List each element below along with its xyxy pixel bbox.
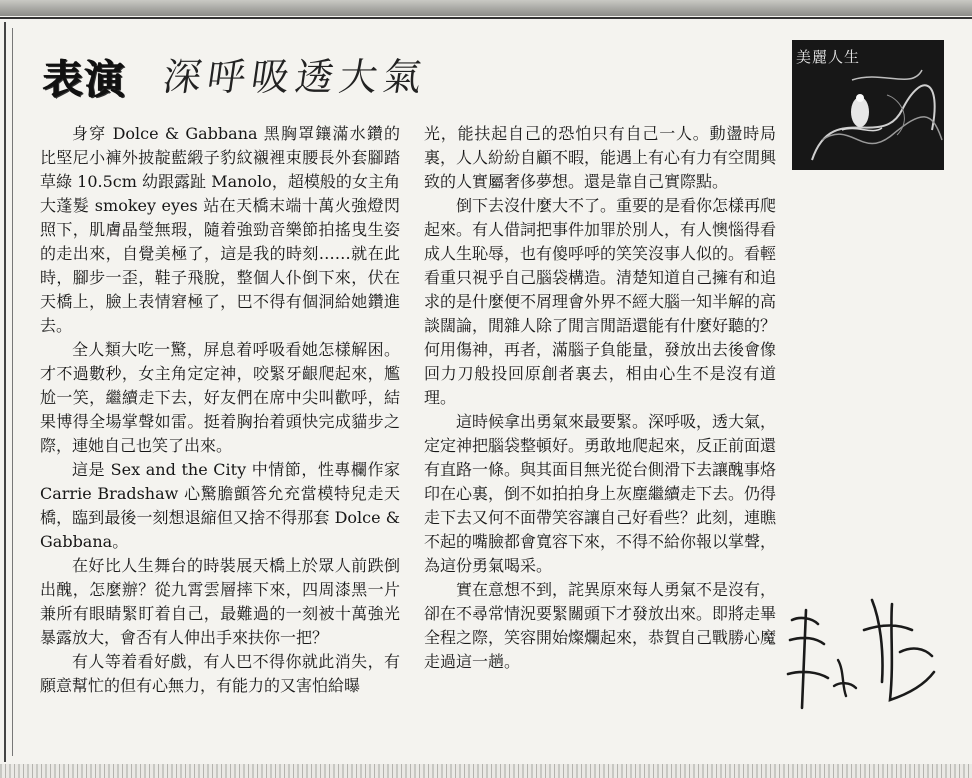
paragraph: 這時候拿出勇氣來最要緊。深呼吸，透大氣，定定神把腦袋整頓好。勇敢地爬起來，反正前面還有直路一條。與其面目無光從台側滑下去讓醜事烙印在心裏，倒不如拍拍身上灰塵繼續走下去。仍得走下去又何不面帶笑容讓自己好看些？此刻，連瞧不起的嘴臉都會寬容下來，不得不給你報以掌聲，為這份勇氣喝采。 bbox=[424, 412, 777, 575]
top-rule bbox=[0, 0, 972, 16]
paragraph: 實在意想不到，詫異原來每人勇氣不是沒有，卻在不尋常情況要緊關頭下才發放出來。即將走畢全程之際，笑容開始燦爛起來，恭賀自己戰勝心魔走過這一趟。 bbox=[424, 580, 777, 671]
article-column-left bbox=[40, 122, 400, 698]
scan-edge bbox=[0, 764, 972, 778]
paragraph: 光，能扶起自己的恐怕只有自己一人。動盪時局裏，人人紛紛自顧不暇，能遇上有心有力有空閒興致的人實屬奢侈夢想。還是靠自己實際點。 bbox=[424, 124, 777, 191]
paragraph: 這是 Sex and the City 中情節，性專欄作家 Carrie Bradshaw 心驚膽顫答允充當模特兒走天橋，臨到最後一刻想退縮但又捨不得那套 Dolce & Gabbana。 bbox=[40, 460, 400, 551]
paragraph: 身穿 Dolce & Gabbana 黑胸罩鑲滿水鑽的比堅尼小褲外披靛藍緞子豹紋襯裡束腰長外套腳踏草綠 10.5cm 幼跟露趾 Manolo，超模般的女主角大蓬髮 smokey eyes 站在天橋末端十萬火強燈閃照下，肌膚晶瑩無瑕，隨着強勁音樂節拍搖曳生姿的走出來，自覺美極了，這是我的時刻……就在此時，腳步一歪，鞋子飛脫，整個人仆倒下來，伏在天橋上，臉上表情窘極了，巴不得有個洞給她鑽進去。 bbox=[40, 124, 400, 335]
article-header bbox=[34, 36, 434, 106]
headline: 深呼吸透大氣 bbox=[160, 55, 431, 99]
signature-mark-icon bbox=[772, 590, 952, 720]
left-border bbox=[0, 22, 20, 762]
paragraph: 全人類大吃一驚，屏息着呼吸看她怎樣解困。才不過數秒，女主角定定神，咬緊牙齦爬起來，尷尬一笑，繼續走下去，好友們在席中尖叫歡呼，結果博得全場掌聲如雷。挺着胸抬着頭快完成貓步之際，連她自己也笑了出來。 bbox=[40, 340, 400, 455]
series-badge bbox=[792, 40, 944, 170]
series-label: 美麗人生 bbox=[796, 48, 861, 66]
column-label: 表演 bbox=[42, 57, 126, 103]
paragraph: 有人等着看好戲，有人巴不得你就此消失，有願意幫忙的但有心無力，有能力的又害怕給曝 bbox=[40, 652, 400, 695]
article-column-right bbox=[424, 122, 776, 674]
paragraph: 倒下去沒什麼大不了。重要的是看你怎樣再爬起來。有人借詞把事件加罪於別人，有人懊惱得看成人生恥辱，也有傻呼呼的笑笑沒事人似的。看輕看重只視乎自己腦袋構造。清楚知道自己擁有和追求的是什麼便不屑理會外界不經大腦一知半解的高談闊論，閒雜人除了閒言閒語還能有什麼好聽的？何用傷神，再者，滿腦子負能量，發放出去後會像回力刀般投回原創者裏去，相由心生不是沒有道理。 bbox=[424, 196, 777, 407]
author-signature bbox=[772, 590, 952, 720]
paragraph: 在好比人生舞台的時裝展天橋上於眾人前跌倒出醜，怎麼辦？從九霄雲層摔下來，四周漆黑一片兼所有眼睛緊盯着自己，最難過的一刻被十萬強光暴露放大，會否有人伸出手來扶你一把？ bbox=[40, 556, 400, 647]
